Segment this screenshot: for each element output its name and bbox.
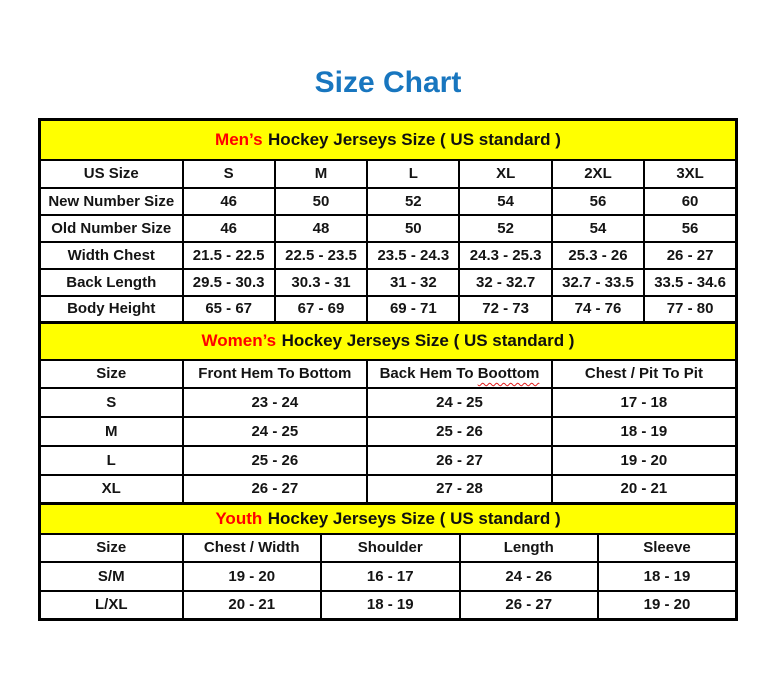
mens-section-header [40,120,737,160]
womens-section-title [40,323,737,360]
size-cell: 20 - 21 [552,475,737,504]
youth-highlight-text: Youth [215,508,263,528]
youth-section-text: Hockey Jerseys Size ( US standard ) [267,508,561,528]
row-label: M [40,417,183,446]
row-label: XL [40,475,183,504]
misspelled-word: Boottom [477,365,540,382]
table-row [40,188,737,215]
table-row [40,215,737,242]
size-cell: 23.5 - 24.3 [367,242,459,269]
table-row [40,446,737,475]
size-chart [38,118,738,621]
womens-col-back-hem [367,360,552,388]
mens-col-xl: XL [459,160,551,188]
size-cell: 24 - 25 [367,388,552,417]
mens-col-m: M [275,160,367,188]
size-cell: 69 - 71 [367,296,459,323]
size-cell: 54 [552,215,644,242]
size-cell: 19 - 20 [598,591,737,620]
size-cell: 26 - 27 [367,446,552,475]
size-cell: 18 - 19 [552,417,737,446]
back-hem-label: Back Hem To [379,365,474,382]
size-cell: 30.3 - 31 [275,269,367,296]
size-cell: 25 - 26 [183,446,368,475]
row-label: Width Chest [40,242,183,269]
womens-section-text: Hockey Jerseys Size ( US standard ) [281,331,575,351]
table-row [40,269,737,296]
size-cell: 48 [275,215,367,242]
row-label: L/XL [40,591,183,620]
youth-column-header-row [40,534,737,562]
youth-size-table [38,502,738,621]
row-label: L [40,446,183,475]
youth-section-title [40,504,737,534]
size-cell: 32 - 32.7 [459,269,551,296]
mens-col-s: S [183,160,275,188]
size-cell: 18 - 19 [598,562,737,591]
size-cell: 24.3 - 25.3 [459,242,551,269]
womens-column-header-row [40,360,737,388]
size-cell: 56 [552,188,644,215]
youth-col-length: Length [460,534,599,562]
table-row [40,242,737,269]
size-cell: 26 - 27 [460,591,599,620]
size-cell: 18 - 19 [321,591,460,620]
size-cell: 21.5 - 22.5 [183,242,275,269]
row-label: S [40,388,183,417]
mens-col-l: L [367,160,459,188]
row-label: Body Height [40,296,183,323]
youth-col-size: Size [40,534,183,562]
mens-section-title [40,120,737,160]
mens-col-us-size: US Size [40,160,183,188]
size-cell: 72 - 73 [459,296,551,323]
size-cell: 23 - 24 [183,388,368,417]
womens-highlight-text: Women’s [201,331,277,351]
page-title: Size Chart [314,66,462,99]
mens-column-header-row [40,160,737,188]
table-row [40,417,737,446]
womens-section-header [40,323,737,360]
mens-size-table [38,118,738,324]
size-cell: 54 [459,188,551,215]
youth-col-chest: Chest / Width [183,534,322,562]
womens-col-size: Size [40,360,183,388]
size-cell: 60 [644,188,736,215]
size-cell: 24 - 25 [183,417,368,446]
row-label: S/M [40,562,183,591]
size-cell: 19 - 20 [552,446,737,475]
size-cell: 50 [275,188,367,215]
womens-col-front-hem: Front Hem To Bottom [183,360,368,388]
table-row [40,475,737,504]
row-label: New Number Size [40,188,183,215]
size-cell: 74 - 76 [552,296,644,323]
youth-col-shoulder: Shoulder [321,534,460,562]
size-cell: 46 [183,215,275,242]
size-cell: 31 - 32 [367,269,459,296]
size-cell: 52 [459,215,551,242]
size-cell: 26 - 27 [644,242,736,269]
size-cell: 67 - 69 [275,296,367,323]
mens-section-text: Hockey Jerseys Size ( US standard ) [268,129,561,149]
table-row [40,296,737,323]
size-cell: 56 [644,215,736,242]
size-cell: 26 - 27 [183,475,368,504]
row-label: Old Number Size [40,215,183,242]
mens-col-3xl: 3XL [644,160,736,188]
size-cell: 22.5 - 23.5 [275,242,367,269]
row-label: Back Length [40,269,183,296]
size-cell: 32.7 - 33.5 [552,269,644,296]
womens-col-chest: Chest / Pit To Pit [552,360,737,388]
size-cell: 52 [367,188,459,215]
youth-section-header [40,504,737,534]
size-cell: 29.5 - 30.3 [183,269,275,296]
table-row [40,562,737,591]
size-cell: 77 - 80 [644,296,736,323]
size-cell: 19 - 20 [183,562,322,591]
table-row [40,388,737,417]
youth-col-sleeve: Sleeve [598,534,737,562]
size-cell: 24 - 26 [460,562,599,591]
mens-col-2xl: 2XL [552,160,644,188]
size-cell: 17 - 18 [552,388,737,417]
size-cell: 20 - 21 [183,591,322,620]
size-cell: 33.5 - 34.6 [644,269,736,296]
size-cell: 50 [367,215,459,242]
size-cell: 65 - 67 [183,296,275,323]
womens-size-table [38,321,738,505]
size-cell: 25 - 26 [367,417,552,446]
size-cell: 27 - 28 [367,475,552,504]
size-cell: 25.3 - 26 [552,242,644,269]
table-row [40,591,737,620]
size-cell: 46 [183,188,275,215]
size-cell: 16 - 17 [321,562,460,591]
mens-highlight-text: Men’s [215,129,263,149]
